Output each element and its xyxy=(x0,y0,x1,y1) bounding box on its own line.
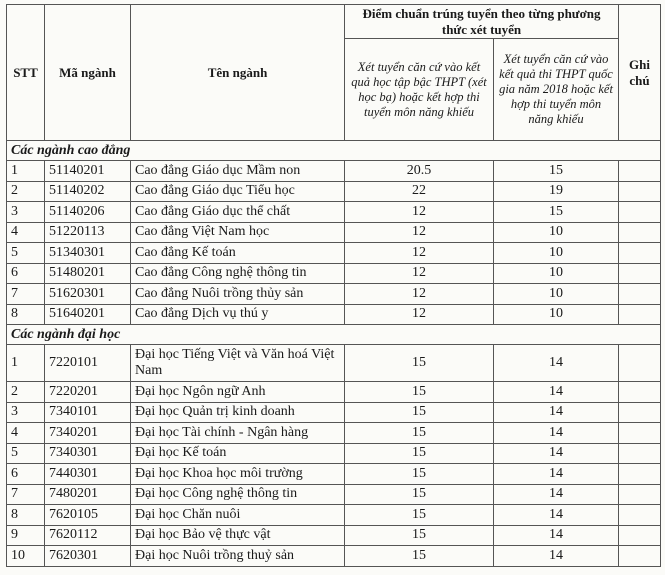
cell-major-name: Cao đẳng Nuôi trồng thủy sản xyxy=(131,284,345,305)
cell-major-name: Đại học Quản trị kinh doanh xyxy=(131,402,345,423)
cell-major-name: Đại học Nuôi trồng thuỷ sản xyxy=(131,546,345,567)
table-row xyxy=(7,161,661,182)
cell-note xyxy=(619,443,661,464)
cell-score-transcript: 15 xyxy=(345,546,494,567)
cell-stt: 4 xyxy=(7,423,45,444)
cell-score-national-exam: 10 xyxy=(494,304,619,325)
table-row xyxy=(7,202,661,223)
cell-score-transcript: 15 xyxy=(345,443,494,464)
cell-note xyxy=(619,284,661,305)
cell-major-code: 51140201 xyxy=(45,161,131,182)
cell-score-transcript: 15 xyxy=(345,505,494,526)
cell-score-national-exam: 15 xyxy=(494,202,619,223)
cell-note xyxy=(619,525,661,546)
header-method-national-exam: Xét tuyển căn cứ vào kết quả thi THPT quốc gia năm 2018 hoặc kết hợp thi tuyển môn năng khiếu xyxy=(494,39,619,141)
cell-stt: 8 xyxy=(7,505,45,526)
header-code: Mã ngành xyxy=(45,5,131,141)
cell-score-national-exam: 14 xyxy=(494,546,619,567)
cell-note xyxy=(619,202,661,223)
cell-score-national-exam: 14 xyxy=(494,423,619,444)
table-row xyxy=(7,443,661,464)
cell-note xyxy=(619,243,661,264)
cell-score-national-exam: 19 xyxy=(494,181,619,202)
cell-major-code: 7480201 xyxy=(45,484,131,505)
table-row xyxy=(7,464,661,485)
table-row xyxy=(7,484,661,505)
cell-score-transcript: 12 xyxy=(345,284,494,305)
cell-note xyxy=(619,181,661,202)
cell-stt: 7 xyxy=(7,484,45,505)
cell-stt: 10 xyxy=(7,546,45,567)
table-row xyxy=(7,304,661,325)
cell-note xyxy=(619,345,661,382)
table-row xyxy=(7,222,661,243)
cell-major-name: Đại học Ngôn ngữ Anh xyxy=(131,382,345,403)
cell-score-national-exam: 14 xyxy=(494,443,619,464)
cell-score-transcript: 12 xyxy=(345,263,494,284)
table-row xyxy=(7,505,661,526)
cell-major-code: 7440301 xyxy=(45,464,131,485)
cell-major-code: 7620112 xyxy=(45,525,131,546)
cell-major-name: Đại học Bảo vệ thực vật xyxy=(131,525,345,546)
cell-note xyxy=(619,505,661,526)
cell-major-name: Cao đẳng Công nghệ thông tin xyxy=(131,263,345,284)
cell-major-code: 51480201 xyxy=(45,263,131,284)
cell-major-name: Cao đẳng Giáo dục Mầm non xyxy=(131,161,345,182)
cell-major-name: Cao đẳng Dịch vụ thú y xyxy=(131,304,345,325)
cell-stt: 2 xyxy=(7,181,45,202)
cell-score-national-exam: 15 xyxy=(494,161,619,182)
cell-score-transcript: 12 xyxy=(345,243,494,264)
header-note: Ghi chú xyxy=(619,5,661,141)
section-row xyxy=(7,141,661,161)
cell-major-code: 51140202 xyxy=(45,181,131,202)
cell-major-name: Đại học Khoa học môi trường xyxy=(131,464,345,485)
cell-stt: 5 xyxy=(7,243,45,264)
cell-score-transcript: 12 xyxy=(345,304,494,325)
cell-score-national-exam: 14 xyxy=(494,345,619,382)
cell-note xyxy=(619,464,661,485)
cell-note xyxy=(619,484,661,505)
cell-score-transcript: 12 xyxy=(345,202,494,223)
cell-score-transcript: 15 xyxy=(345,402,494,423)
cell-stt: 1 xyxy=(7,161,45,182)
header-stt: STT xyxy=(7,5,45,141)
cell-score-transcript: 20.5 xyxy=(345,161,494,182)
cell-stt: 2 xyxy=(7,382,45,403)
section-title: Các ngành cao đẳng xyxy=(7,141,661,161)
admission-score-table-container xyxy=(6,4,661,567)
table-row xyxy=(7,345,661,382)
table-row xyxy=(7,243,661,264)
cell-score-national-exam: 14 xyxy=(494,464,619,485)
section-title: Các ngành đại học xyxy=(7,325,661,345)
cell-note xyxy=(619,402,661,423)
table-row xyxy=(7,525,661,546)
table-row xyxy=(7,402,661,423)
cell-major-name: Cao đẳng Kế toán xyxy=(131,243,345,264)
table-row xyxy=(7,181,661,202)
cell-stt: 8 xyxy=(7,304,45,325)
cell-score-transcript: 15 xyxy=(345,382,494,403)
cell-stt: 5 xyxy=(7,443,45,464)
cell-score-transcript: 15 xyxy=(345,484,494,505)
cell-major-name: Đại học Tài chính - Ngân hàng xyxy=(131,423,345,444)
cell-major-code: 51340301 xyxy=(45,243,131,264)
cell-major-code: 51620301 xyxy=(45,284,131,305)
cell-note xyxy=(619,382,661,403)
cell-major-code: 51140206 xyxy=(45,202,131,223)
cell-score-national-exam: 14 xyxy=(494,525,619,546)
table-row xyxy=(7,546,661,567)
table-row xyxy=(7,284,661,305)
cell-major-code: 51220113 xyxy=(45,222,131,243)
cell-note xyxy=(619,423,661,444)
cell-major-name: Đại học Tiếng Việt và Văn hoá Việt Nam xyxy=(131,345,345,382)
cell-score-national-exam: 14 xyxy=(494,505,619,526)
cell-score-transcript: 15 xyxy=(345,525,494,546)
cell-major-code: 7220201 xyxy=(45,382,131,403)
cell-stt: 6 xyxy=(7,263,45,284)
cell-note xyxy=(619,222,661,243)
table-row xyxy=(7,423,661,444)
cell-note xyxy=(619,304,661,325)
table-header xyxy=(7,5,661,141)
cell-score-national-exam: 10 xyxy=(494,222,619,243)
cell-score-transcript: 12 xyxy=(345,222,494,243)
cell-note xyxy=(619,161,661,182)
cell-score-transcript: 15 xyxy=(345,345,494,382)
cell-stt: 1 xyxy=(7,345,45,382)
table-row xyxy=(7,263,661,284)
cell-score-national-exam: 10 xyxy=(494,284,619,305)
cell-stt: 3 xyxy=(7,402,45,423)
cell-major-name: Đại học Chăn nuôi xyxy=(131,505,345,526)
cell-major-name: Cao đẳng Giáo dục thể chất xyxy=(131,202,345,223)
cell-major-name: Đại học Công nghệ thông tin xyxy=(131,484,345,505)
cell-note xyxy=(619,263,661,284)
cell-major-code: 7220101 xyxy=(45,345,131,382)
admission-score-table xyxy=(6,4,661,567)
cell-major-name: Cao đẳng Giáo dục Tiểu học xyxy=(131,181,345,202)
cell-major-code: 7620301 xyxy=(45,546,131,567)
cell-score-national-exam: 10 xyxy=(494,263,619,284)
cell-major-code: 7620105 xyxy=(45,505,131,526)
cell-major-code: 7340301 xyxy=(45,443,131,464)
cell-score-transcript: 15 xyxy=(345,423,494,444)
cell-major-name: Cao đẳng Việt Nam học xyxy=(131,222,345,243)
table-row xyxy=(7,382,661,403)
cell-major-code: 7340101 xyxy=(45,402,131,423)
header-method-transcript: Xét tuyển căn cứ vào kết quả học tập bậc THPT (xét học bạ) hoặc kết hợp thi tuyển môn năng khiếu xyxy=(345,39,494,141)
cell-stt: 4 xyxy=(7,222,45,243)
cell-major-name: Đại học Kế toán xyxy=(131,443,345,464)
header-score-group: Điểm chuẩn trúng tuyển theo từng phương thức xét tuyển xyxy=(345,5,619,39)
cell-stt: 9 xyxy=(7,525,45,546)
cell-major-code: 7340201 xyxy=(45,423,131,444)
cell-score-national-exam: 14 xyxy=(494,382,619,403)
header-name: Tên ngành xyxy=(131,5,345,141)
cell-major-code: 51640201 xyxy=(45,304,131,325)
cell-score-transcript: 22 xyxy=(345,181,494,202)
cell-note xyxy=(619,546,661,567)
cell-score-transcript: 15 xyxy=(345,464,494,485)
cell-stt: 3 xyxy=(7,202,45,223)
cell-score-national-exam: 14 xyxy=(494,402,619,423)
cell-score-national-exam: 10 xyxy=(494,243,619,264)
cell-score-national-exam: 14 xyxy=(494,484,619,505)
cell-stt: 6 xyxy=(7,464,45,485)
table-body xyxy=(7,141,661,567)
cell-stt: 7 xyxy=(7,284,45,305)
section-row xyxy=(7,325,661,345)
